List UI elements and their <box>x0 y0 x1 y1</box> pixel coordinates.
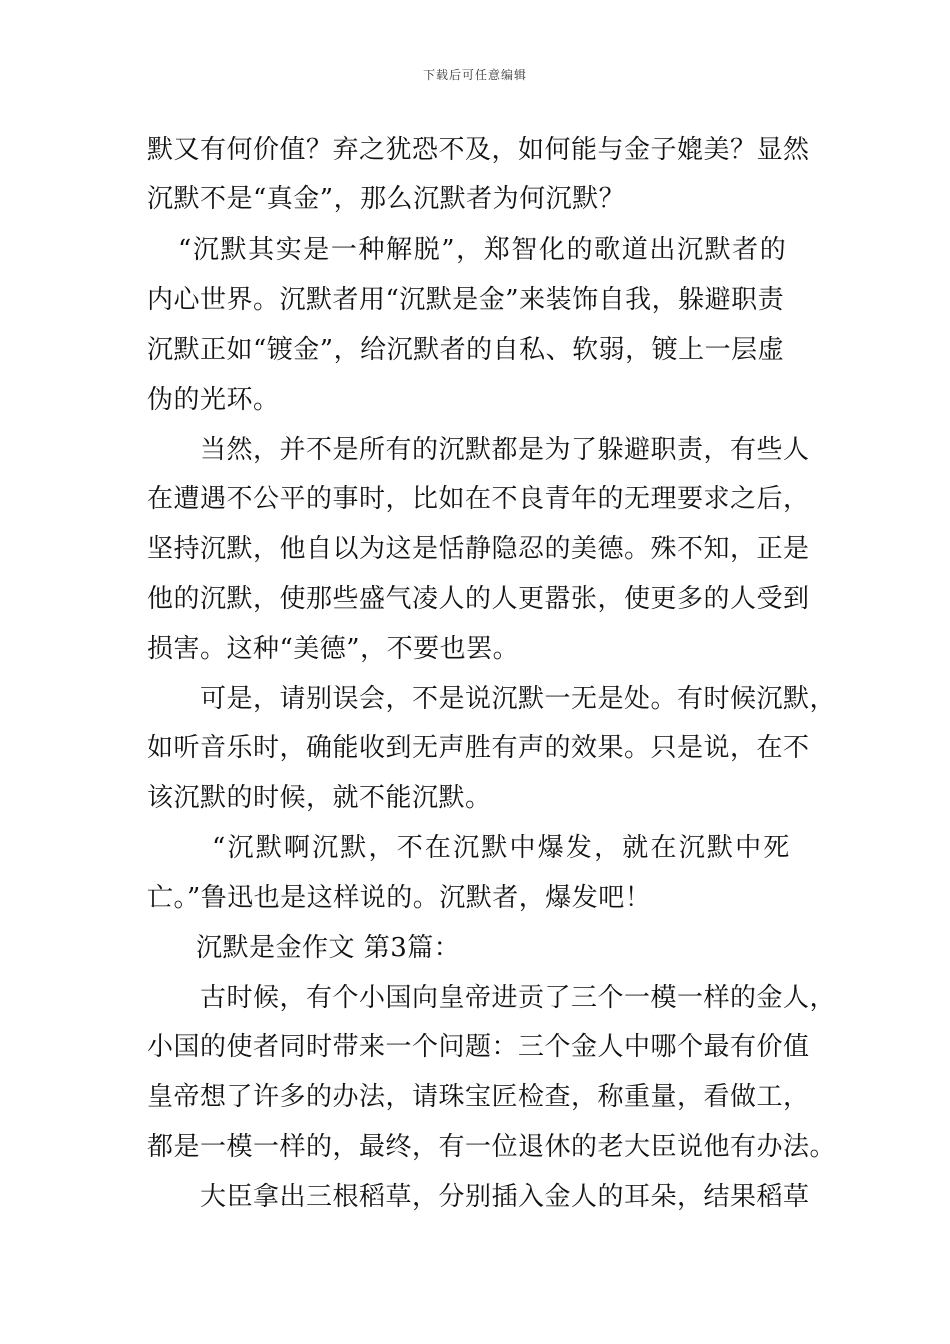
text-line: 在遭遇不公平的事时，比如在不良青年的无理要求之后， <box>147 484 810 514</box>
text-line: 损害。这种“美德”，不要也罢。 <box>147 634 520 664</box>
text-line: 内心世界。沉默者用“沉默是金”来装饰自我，躲避职责 <box>147 285 785 315</box>
text-line: 他的沉默，使那些盛气凌人的人更嚣张，使更多的人受到 <box>147 584 810 614</box>
text-line: 伪的光环。 <box>147 385 280 415</box>
text-line: “沉默啊沉默，不在沉默中爆发，就在沉默中死 <box>212 833 792 863</box>
text-line: 都是一模一样的，最终，有一位退休的老大臣说他有办法。 <box>147 1132 837 1162</box>
text-line: 坚持沉默，他自以为这是恬静隐忍的美德。殊不知，正是 <box>147 534 810 564</box>
text-line: 皇帝想了许多的办法，请珠宝匠检查，称重量，看做工， <box>147 1082 810 1112</box>
text-line: 该沉默的时候，就不能沉默。 <box>147 783 492 813</box>
text-line: 古时候，有个小国向皇帝进贡了三个一模一样的金人， <box>200 983 837 1013</box>
section-heading: 沉默是金作文 第3篇： <box>196 933 461 963</box>
text-line: 如听音乐时，确能收到无声胜有声的效果。只是说，在不 <box>147 733 810 763</box>
page-header: 下载后可任意编辑 <box>422 68 527 82</box>
text-line: 沉默正如“镀金”，给沉默者的自私、软弱，镀上一层虚 <box>147 335 785 365</box>
text-line: “沉默其实是一种解脱”，郑智化的歌道出沉默者的 <box>178 235 788 265</box>
text-line: 可是，请别误会，不是说沉默一无是处。有时候沉默， <box>200 684 837 714</box>
text-line: 沉默不是“真金”，那么沉默者为何沉默？ <box>147 184 626 214</box>
text-line: 小国的使者同时带来一个问题：三个金人中哪个最有价值 <box>147 1032 810 1062</box>
text-line: 大臣拿出三根稻草，分别插入金人的耳朵，结果稻草 <box>200 1182 810 1212</box>
text-line: 默又有何价值？弃之犹恐不及，如何能与金子媲美？显然 <box>147 135 810 165</box>
text-line: 亡。”鲁迅也是这样说的。沉默者，爆发吧！ <box>147 883 652 913</box>
text-line: 当然，并不是所有的沉默都是为了躲避职责，有些人 <box>200 435 810 465</box>
